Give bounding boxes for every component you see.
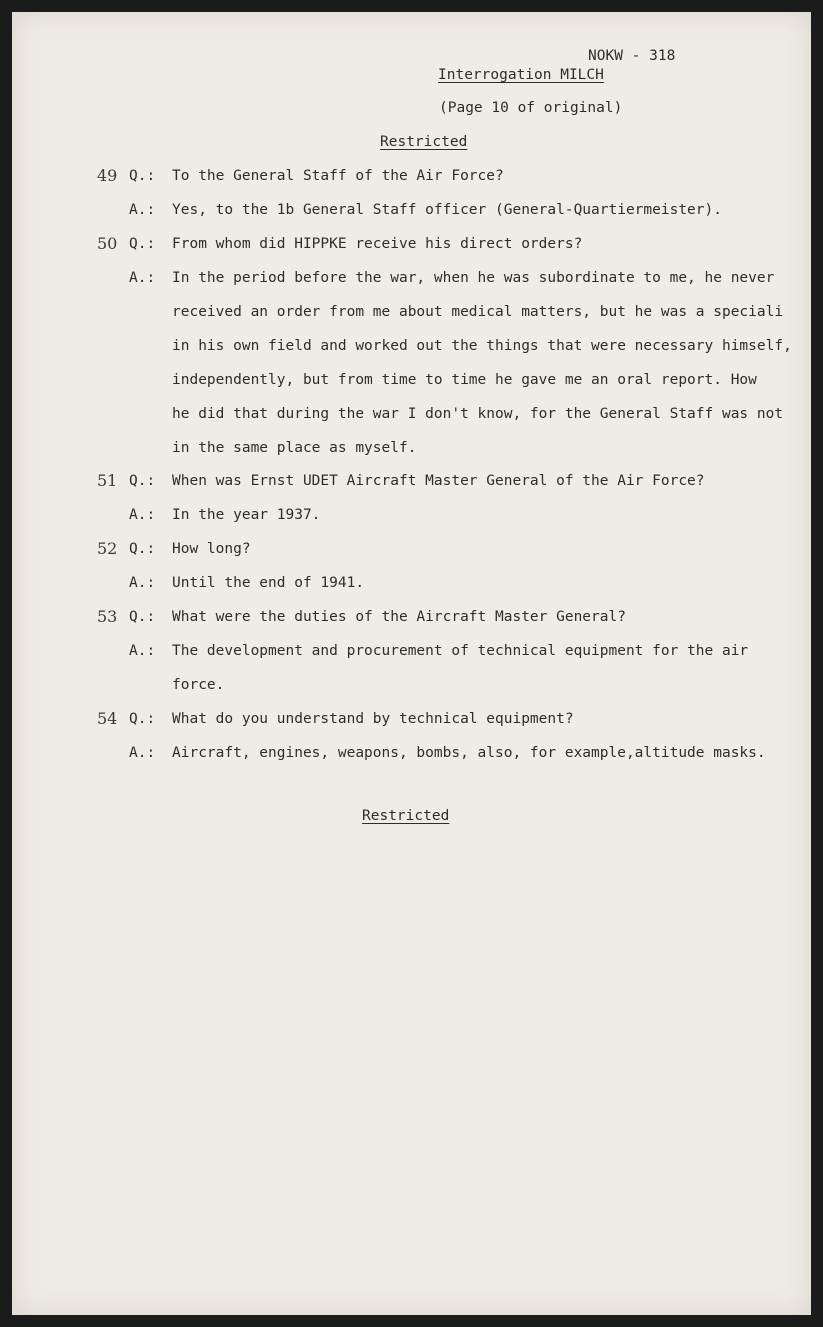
question-number: 51 xyxy=(97,471,118,490)
question-marker: Q.: xyxy=(129,168,156,184)
answer-text: Aircraft, engines, weapons, bombs, also, for example,altitude masks. xyxy=(172,745,766,761)
question-number: 52 xyxy=(97,539,118,558)
classification-bottom: Restricted xyxy=(362,808,450,824)
question-text: What were the duties of the Aircraft Master General? xyxy=(172,609,626,625)
question-marker: Q.: xyxy=(129,711,156,727)
question-marker: Q.: xyxy=(129,541,156,557)
answer-text: received an order from me about medical matters, but he was a speciali xyxy=(172,304,784,320)
answer-text: independently, but from time to time he gave me an oral report. How xyxy=(172,372,757,388)
document-title: Interrogation MILCH xyxy=(438,67,604,83)
question-text: How long? xyxy=(172,541,251,557)
page-reference: (Page 10 of original) xyxy=(439,100,623,116)
document-id: NOKW - 318 xyxy=(588,48,676,64)
answer-text: in the same place as myself. xyxy=(172,440,417,456)
answer-marker: A.: xyxy=(129,507,156,523)
question-text: What do you understand by technical equipment? xyxy=(172,711,574,727)
answer-marker: A.: xyxy=(129,202,156,218)
answer-marker: A.: xyxy=(129,575,156,591)
answer-text: Yes, to the 1b General Staff officer (General-Quartiermeister). xyxy=(172,202,722,218)
answer-marker: A.: xyxy=(129,745,156,761)
question-number: 53 xyxy=(97,607,118,626)
answer-text: In the year 1937. xyxy=(172,507,321,523)
answer-text: force. xyxy=(172,677,225,693)
question-number: 54 xyxy=(97,709,118,728)
answer-text: The development and procurement of technical equipment for the air xyxy=(172,643,749,659)
answer-marker: A.: xyxy=(129,270,156,286)
document-page xyxy=(12,12,811,1315)
answer-text: he did that during the war I don't know, for the General Staff was not xyxy=(172,406,784,422)
question-text: To the General Staff of the Air Force? xyxy=(172,168,504,184)
question-text: From whom did HIPPKE receive his direct orders? xyxy=(172,236,583,252)
question-marker: Q.: xyxy=(129,236,156,252)
answer-text: In the period before the war, when he was subordinate to me, he never xyxy=(172,270,775,286)
question-number: 49 xyxy=(97,166,118,185)
question-text: When was Ernst UDET Aircraft Master General of the Air Force? xyxy=(172,473,705,489)
question-number: 50 xyxy=(97,234,118,253)
classification-top: Restricted xyxy=(380,134,468,150)
answer-text: Until the end of 1941. xyxy=(172,575,365,591)
answer-text: in his own field and worked out the things that were necessary himself, xyxy=(172,338,792,354)
answer-marker: A.: xyxy=(129,643,156,659)
question-marker: Q.: xyxy=(129,609,156,625)
question-marker: Q.: xyxy=(129,473,156,489)
